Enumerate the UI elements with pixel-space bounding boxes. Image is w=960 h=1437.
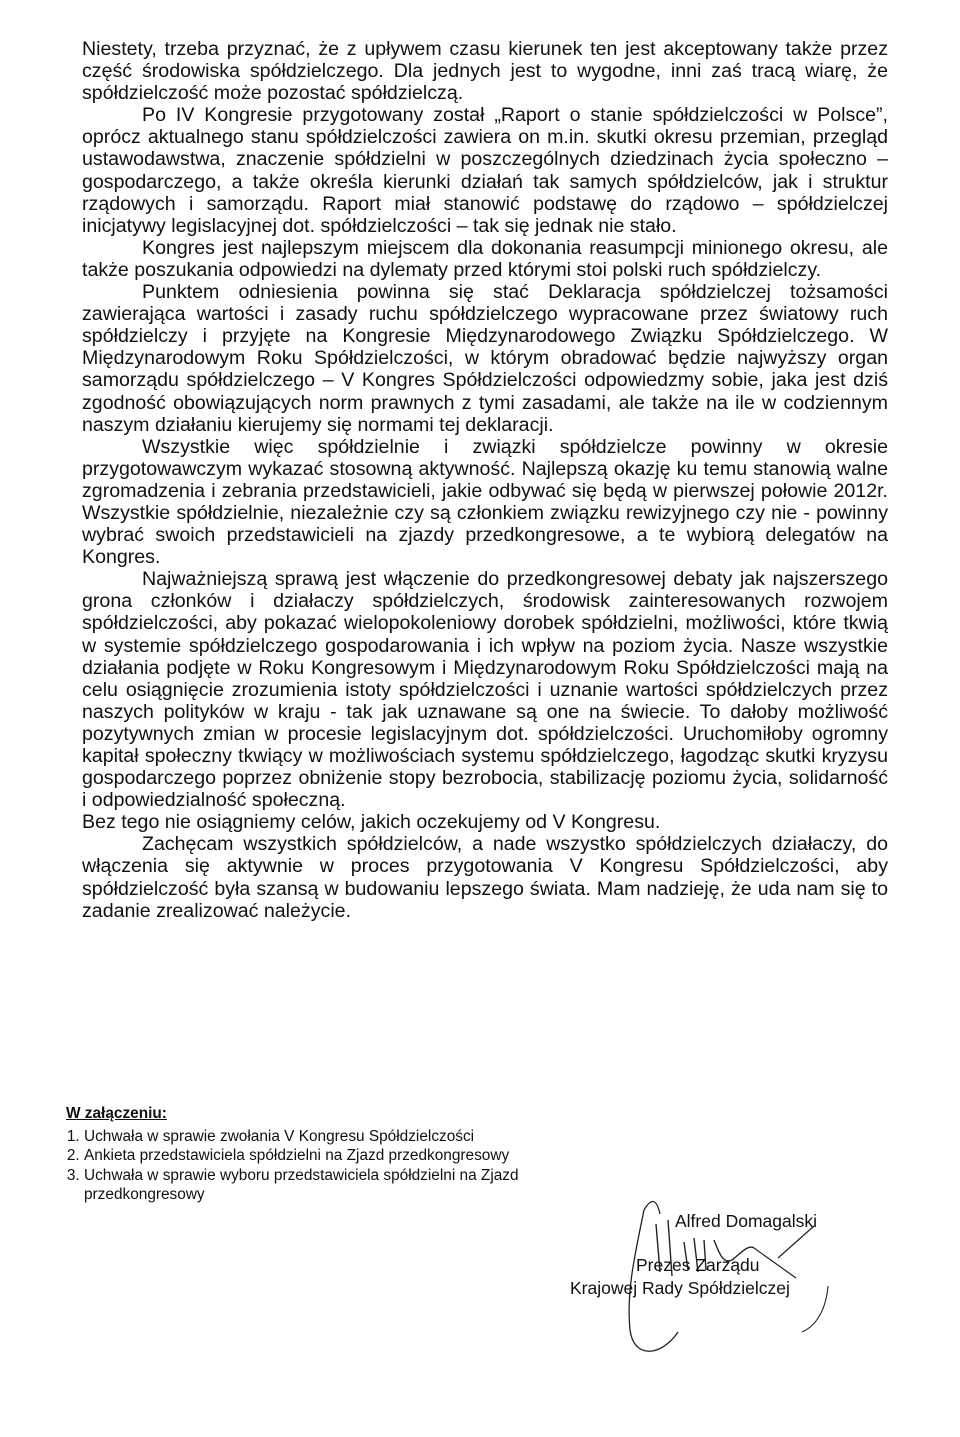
signatory-role: Prezes Zarządu (636, 1255, 760, 1275)
paragraph-1: Niestety, trzeba przyznać, że z upływem czasu kierunek ten jest akceptowany także przez część środowiska spółdzielczego. Dla jednych jest to wygodne, inni zaś tracą wiarę, że spółdzielczość może pozostać spółdzielczą. (82, 38, 888, 105)
signature-block (564, 1160, 874, 1360)
paragraph-7: Bez tego nie osiągniemy celów, jakich oczekujemy od V Kongresu. (82, 811, 661, 834)
paragraph-5: Wszystkie więc spółdzielnie i związki spółdzielcze powinny w okresie przygotowawczym wykazać stosowną aktywność. Najlepszą okazję ku temu stanowią walne zgromadzenia i zebrania przedstawicieli, jakie odbywać się będą w pierwszej połowie 2012r. Wszystkie spółdzielnie, niezależnie czy są członkiem związku rewizyjnego czy nie - powinny wybrać swoich przedstawicieli na zjazdy przedkongresowe, a te wybiorą delegatów na Kongres. (82, 435, 888, 569)
paragraph-6: Najważniejszą sprawą jest włączenie do przedkongresowej debaty jak najszerszego grona członków i działaczy spółdzielczych, środowisk zainteresowanych rozwojem spółdzielczości, aby pokazać wielopokoleniowy dorobek spółdzielni, możliwości, które tkwią w systemie spółdzielczego gospodarowania i ich wpływ na poziom życia. Nasze wszystkie działania podjęte w Roku Kongresowym i Międzynarodowym Roku Spółdzielczości mają na celu osiągnięcie zrozumienia istoty spółdzielczości i uznanie wartości spółdzielczych przez naszych polityków w kraju - tak jak uznawane są one na świecie. To dałoby możliwość pozytywnych zmian w procesie legislacyjnym dot. spółdzielczości. Uruchomiłoby ogromny kapitał społeczny tkwiący w możliwościach systemu spółdzielczego, łagodząc skutki kryzysu gospodarczego poprzez obniżenie stopy bezrobocia, stabilizację poziomu życia, solidarność i odpowiedzialność społeczną. (82, 568, 888, 812)
attachments-list (66, 1127, 586, 1204)
attachment-item: 3. Uchwała w sprawie wyboru przedstawiciela spółdzielni na Zjazd przedkongresowy (84, 1166, 586, 1204)
attachment-item: 2. Ankieta przedstawiciela spółdzielni na Zjazd przedkongresowy (84, 1146, 586, 1165)
letter-body (82, 38, 888, 922)
attachment-item: 1. Uchwała w sprawie zwołania V Kongresu Spółdzielczości (84, 1127, 586, 1146)
paragraph-2: Po IV Kongresie przygotowany został „Raport o stanie spółdzielczości w Polsce”, oprócz aktualnego stanu spółdzielczości zawiera on m.in. skutki okresu przemian, przegląd ustawodawstwa, znaczenie spółdzielni w poszczególnych dziedzinach życia społeczno – gospodarczego, a także określa kierunki działań tak samych spółdzielców, jak i struktur rządowych i samorządu. Raport miał stanowić podstawę do rządowo – spółdzielczej inicjatywy legislacyjnej dot. spółdzielczości – tak się jednak nie stało. (82, 104, 888, 237)
signatory-name: Alfred Domagalski (675, 1211, 817, 1231)
attachments-section (66, 1104, 586, 1204)
signatory-organization: Krajowej Rady Spółdzielczej (570, 1278, 790, 1298)
paragraph-4: Punktem odniesienia powinna się stać Deklaracja spółdzielczej tożsamości zawierająca wartości i zasady ruchu spółdzielczego wypracowane przez światowy ruch spółdzielczy i przyjęte na Kongresie Międzynarodowego Związku Spółdzielczego. W Międzynarodowym Roku Spółdzielczości, w którym obradować będzie najwyższy organ samorządu spółdzielczego – V Kongres Spółdzielczości odpowiedzmy sobie, jaka jest dziś zgodność obowiązujących norm prawnych z tymi zasadami, ale także na ile w codziennym naszym działaniu kierujemy się normami tej deklaracji. (82, 281, 888, 436)
attachments-title: W załączeniu: (66, 1105, 167, 1122)
paragraph-3: Kongres jest najlepszym miejscem dla dokonania reasumpcji minionego okresu, ale także poszukania odpowiedzi na dylematy przed którymi stoi polski ruch spółdzielczy. (82, 236, 888, 281)
paragraph-8: Zachęcam wszystkich spółdzielców, a nade wszystko spółdzielczych działaczy, do włączenia się aktywnie w proces przygotowania V Kongresu Spółdzielczości, aby spółdzielczość była szansą w budowaniu lepszego świata. Mam nadzieję, że uda nam się to zadanie zrealizować należycie. (82, 833, 888, 922)
